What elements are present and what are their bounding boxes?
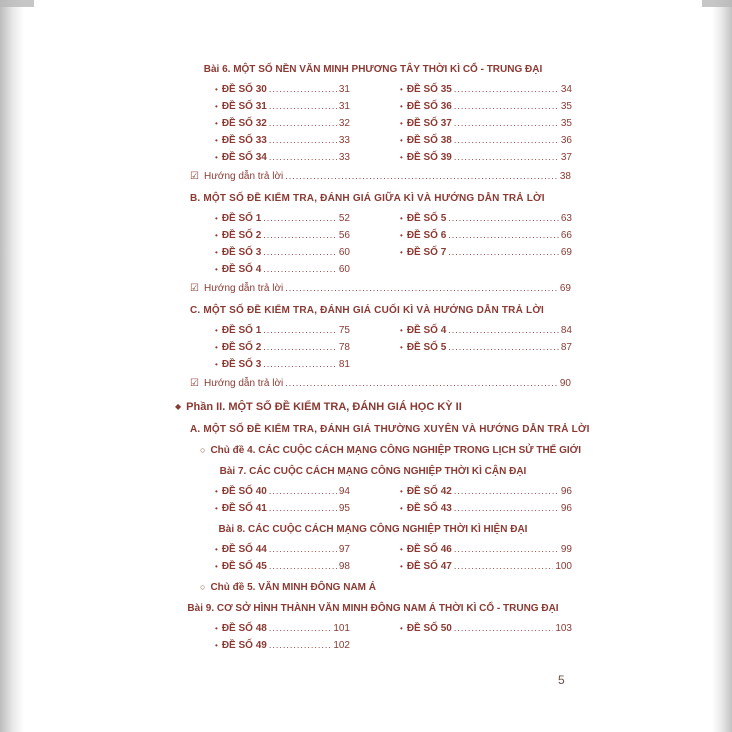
dot-leader: [269, 558, 337, 575]
toc-entry: [400, 115, 572, 132]
toc-entry: [400, 620, 572, 637]
entry-label: ĐỀ SỐ 33: [221, 135, 267, 146]
lesson-heading: Bài 6. MỘT SỐ NỀN VĂN MINH PHƯƠNG TÂY THỜI KÌ CỔ - TRUNG ĐẠI: [203, 64, 543, 75]
toc-entry: [215, 261, 350, 278]
answer-guide-icon: ☑: [190, 378, 199, 389]
bullet-icon: •: [215, 231, 218, 240]
entry-page: 98: [338, 561, 350, 572]
entry-page: 35: [560, 118, 572, 129]
entry-page: 33: [338, 135, 350, 146]
toc-entry: [400, 339, 572, 356]
dot-leader: [454, 620, 553, 637]
toc-entry: [215, 483, 350, 500]
entry-page: 75: [338, 325, 350, 336]
topic-heading: [200, 579, 571, 596]
entry-label: ĐỀ SỐ 48: [221, 623, 267, 634]
entry-label: ĐỀ SỐ 5: [406, 342, 447, 353]
bullet-icon: •: [400, 85, 403, 94]
entry-label: ĐỀ SỐ 38: [406, 135, 452, 146]
toc-entry: [215, 244, 350, 261]
entry-page: 60: [338, 247, 350, 258]
entry-columns: [215, 483, 571, 517]
entry-page: 103: [555, 623, 572, 634]
answer-guide-icon: ☑: [190, 171, 199, 182]
scan-corner-top-right: [702, 0, 732, 7]
entry-label: ĐỀ SỐ 7: [406, 247, 447, 258]
entry-column-right: [400, 620, 572, 654]
entry-page: 33: [338, 152, 350, 163]
entry-label: ĐỀ SỐ 43: [406, 503, 452, 514]
answer-guide-page: 90: [559, 378, 571, 389]
toc-entry: [215, 81, 350, 98]
entry-label: ĐỀ SỐ 49: [221, 640, 267, 651]
entry-column-left: [215, 541, 350, 575]
entry-page: 94: [338, 486, 350, 497]
dot-leader: [454, 115, 559, 132]
dot-leader: [263, 227, 337, 244]
answer-guide-page: 69: [559, 283, 571, 294]
bullet-icon: •: [215, 248, 218, 257]
toc-entry: [215, 149, 350, 166]
entry-label: ĐỀ SỐ 31: [221, 101, 267, 112]
entry-column-right: [400, 81, 572, 166]
entry-column-left: [215, 620, 350, 654]
toc-entry: [400, 244, 572, 261]
answer-guide-label: Hướng dẫn trả lời: [203, 171, 284, 182]
toc-entry: [400, 210, 572, 227]
entry-label: ĐỀ SỐ 4: [406, 325, 447, 336]
bullet-icon: •: [215, 562, 218, 571]
bullet-icon: •: [400, 136, 403, 145]
bullet-icon: •: [215, 136, 218, 145]
entry-page: 66: [560, 230, 572, 241]
bullet-icon: •: [215, 343, 218, 352]
dot-leader: [448, 339, 559, 356]
entry-page: 60: [338, 264, 350, 275]
entry-label: ĐỀ SỐ 34: [221, 152, 267, 163]
entry-label: ĐỀ SỐ 3: [221, 247, 262, 258]
bullet-icon: •: [400, 119, 403, 128]
entry-label: ĐỀ SỐ 44: [221, 544, 267, 555]
entry-page: 96: [560, 503, 572, 514]
entry-page: 52: [338, 213, 350, 224]
entry-label: ĐỀ SỐ 35: [406, 84, 452, 95]
entry-label: ĐỀ SỐ 46: [406, 544, 452, 555]
entry-page: 34: [560, 84, 572, 95]
toc-entry: [215, 500, 350, 517]
entry-page: 81: [338, 359, 350, 370]
entry-label: ĐỀ SỐ 3: [221, 359, 262, 370]
entry-label: ĐỀ SỐ 1: [221, 325, 262, 336]
entry-label: ĐỀ SỐ 30: [221, 84, 267, 95]
dot-leader: [269, 115, 337, 132]
entry-page: 100: [555, 561, 572, 572]
dot-leader: [263, 244, 337, 261]
toc-entry: [400, 149, 572, 166]
entry-column-right: [400, 483, 572, 517]
dot-leader: [454, 132, 559, 149]
toc-entry: [400, 322, 572, 339]
dot-leader: [263, 339, 337, 356]
toc-entry: [215, 98, 350, 115]
entry-column-right: [400, 541, 572, 575]
entry-columns: [215, 541, 571, 575]
bullet-icon: •: [400, 504, 403, 513]
dot-leader: [263, 261, 337, 278]
bullet-icon: •: [400, 326, 403, 335]
entry-label: ĐỀ SỐ 47: [406, 561, 452, 572]
entry-page: 96: [560, 486, 572, 497]
dot-leader: [269, 149, 337, 166]
entry-label: ĐỀ SỐ 45: [221, 561, 267, 572]
toc-entry: [215, 637, 350, 654]
bullet-icon: •: [400, 343, 403, 352]
entry-label: ĐỀ SỐ 2: [221, 230, 262, 241]
answer-guide-label: Hướng dẫn trả lời: [203, 283, 284, 294]
entry-page: 37: [560, 152, 572, 163]
diamond-bullet-icon: ◆: [175, 402, 182, 411]
bullet-icon: •: [215, 119, 218, 128]
dot-leader: [448, 322, 559, 339]
entry-label: ĐỀ SỐ 6: [406, 230, 447, 241]
dot-leader: [448, 227, 559, 244]
entry-column-left: [215, 210, 350, 278]
toc-entry: [400, 98, 572, 115]
topic-heading-label: Chủ đề 5. VĂN MINH ĐÔNG NAM Á: [210, 582, 376, 593]
dot-leader: [269, 500, 337, 517]
bullet-icon: •: [215, 641, 218, 650]
entry-label: ĐỀ SỐ 1: [221, 213, 262, 224]
part-heading-label: Phần II. MỘT SỐ ĐỀ KIỂM TRA, ĐÁNH GIÁ HỌC KỲ II: [186, 401, 462, 413]
toc-entry: [215, 132, 350, 149]
dot-leader: [269, 483, 337, 500]
entry-page: 99: [560, 544, 572, 555]
toc-entry: [400, 227, 572, 244]
bullet-icon: •: [215, 326, 218, 335]
entry-page: 97: [338, 544, 350, 555]
entry-page: 63: [560, 213, 572, 224]
bullet-icon: •: [215, 360, 218, 369]
entry-page: 69: [560, 247, 572, 258]
entry-page: 95: [338, 503, 350, 514]
toc-entry: [215, 558, 350, 575]
dot-leader: [454, 541, 559, 558]
dot-leader: [263, 210, 337, 227]
entry-page: 56: [338, 230, 350, 241]
dot-leader: [263, 356, 337, 373]
entry-column-right: [400, 210, 572, 278]
bullet-icon: •: [215, 487, 218, 496]
entry-label: ĐỀ SỐ 36: [406, 101, 452, 112]
dot-leader: [269, 637, 331, 654]
section-heading: A. MỘT SỐ ĐỀ KIỂM TRA, ĐÁNH GIÁ THƯỜNG XUYÊN VÀ HƯỚNG DẪN TRẢ LỜI: [190, 424, 590, 435]
answer-guide-page: 38: [559, 171, 571, 182]
toc-entry: [400, 558, 572, 575]
entry-label: ĐỀ SỐ 41: [221, 503, 267, 514]
dot-leader: [263, 322, 337, 339]
answer-guide-icon: ☑: [190, 283, 199, 294]
scan-edge-right: [712, 0, 732, 732]
entry-page: 84: [560, 325, 572, 336]
toc-entry: [400, 483, 572, 500]
bullet-icon: •: [400, 562, 403, 571]
entry-label: ĐỀ SỐ 40: [221, 486, 267, 497]
bullet-icon: •: [215, 214, 218, 223]
entry-page: 102: [333, 640, 350, 651]
entry-column-left: [215, 483, 350, 517]
bullet-icon: •: [400, 248, 403, 257]
section-heading: C. MỘT SỐ ĐỀ KIỂM TRA, ĐÁNH GIÁ CUỐI KÌ VÀ HƯỚNG DẪN TRẢ LỜI: [190, 305, 545, 316]
dot-leader: [448, 244, 559, 261]
toc-entry: [215, 541, 350, 558]
bullet-icon: •: [400, 153, 403, 162]
bullet-icon: •: [400, 487, 403, 496]
entry-column-right: [400, 322, 572, 373]
entry-page: 31: [338, 84, 350, 95]
entry-columns: [215, 322, 571, 373]
entry-page: 101: [333, 623, 350, 634]
entry-label: ĐỀ SỐ 32: [221, 118, 267, 129]
entry-label: ĐỀ SỐ 5: [406, 213, 447, 224]
entry-columns: [215, 81, 571, 166]
topic-heading-label: Chủ đề 4. CÁC CUỘC CÁCH MẠNG CÔNG NGHIỆP TRONG LỊCH SỬ THẾ GIỚI: [210, 445, 581, 456]
topic-heading: [200, 442, 581, 459]
toc-entry: [215, 322, 350, 339]
bullet-icon: •: [400, 624, 403, 633]
entry-label: ĐỀ SỐ 50: [406, 623, 452, 634]
bullet-icon: •: [400, 102, 403, 111]
bullet-icon: •: [215, 153, 218, 162]
dot-leader: [454, 81, 559, 98]
entry-label: ĐỀ SỐ 42: [406, 486, 452, 497]
toc-entry: [215, 356, 350, 373]
dot-leader: [269, 98, 337, 115]
entry-page: 31: [338, 101, 350, 112]
bullet-icon: •: [215, 545, 218, 554]
toc-entry: [400, 500, 572, 517]
entry-label: ĐỀ SỐ 4: [221, 264, 262, 275]
dot-leader: [285, 168, 558, 185]
scan-edge-left: [0, 0, 24, 732]
dot-leader: [269, 81, 337, 98]
toc-entry: [215, 620, 350, 637]
dot-leader: [285, 375, 558, 392]
dot-leader: [454, 558, 553, 575]
dot-leader: [269, 541, 337, 558]
dot-leader: [454, 149, 559, 166]
bullet-icon: •: [215, 624, 218, 633]
section-heading: B. MỘT SỐ ĐỀ KIỂM TRA, ĐÁNH GIÁ GIỮA KÌ VÀ HƯỚNG DẪN TRẢ LỜI: [190, 193, 545, 204]
entry-columns: [215, 210, 571, 278]
circle-bullet-icon: ○: [200, 445, 206, 455]
circle-bullet-icon: ○: [200, 582, 206, 592]
bullet-icon: •: [215, 102, 218, 111]
lesson-heading: Bài 8. CÁC CUỘC CÁCH MẠNG CÔNG NGHIỆP THỜI KÌ HIỆN ĐẠI: [218, 524, 528, 535]
bullet-icon: •: [400, 231, 403, 240]
dot-leader: [454, 98, 559, 115]
bullet-icon: •: [400, 214, 403, 223]
dot-leader: [448, 210, 559, 227]
lesson-heading: Bài 9. CƠ SỞ HÌNH THÀNH VĂN MINH ĐÔNG NAM Á THỜI KÌ CỔ - TRUNG ĐẠI: [187, 603, 559, 614]
lesson-heading: Bài 7. CÁC CUỘC CÁCH MẠNG CÔNG NGHIỆP THỜI KÌ CẬN ĐẠI: [219, 466, 527, 477]
bullet-icon: •: [400, 545, 403, 554]
toc-content: [175, 57, 590, 654]
scan-corner-top-left: [0, 0, 34, 7]
entry-label: ĐỀ SỐ 39: [406, 152, 452, 163]
entry-page: 78: [338, 342, 350, 353]
toc-entry: [400, 81, 572, 98]
bullet-icon: •: [215, 85, 218, 94]
answer-guide-row: [190, 375, 571, 392]
dot-leader: [285, 280, 558, 297]
entry-columns: [215, 620, 571, 654]
toc-entry: [400, 541, 572, 558]
entry-page: 36: [560, 135, 572, 146]
dot-leader: [269, 620, 331, 637]
dot-leader: [454, 483, 559, 500]
toc-entry: [215, 227, 350, 244]
bullet-icon: •: [215, 265, 218, 274]
toc-entry: [215, 115, 350, 132]
page-number: 5: [558, 673, 565, 687]
dot-leader: [454, 500, 559, 517]
answer-guide-label: Hướng dẫn trả lời: [203, 378, 284, 389]
bullet-icon: •: [215, 504, 218, 513]
toc-entry: [215, 210, 350, 227]
toc-entry: [215, 339, 350, 356]
entry-column-left: [215, 322, 350, 373]
toc-entry: [400, 132, 572, 149]
entry-label: ĐỀ SỐ 37: [406, 118, 452, 129]
entry-label: ĐỀ SỐ 2: [221, 342, 262, 353]
answer-guide-row: [190, 168, 571, 185]
entry-column-left: [215, 81, 350, 166]
entry-page: 32: [338, 118, 350, 129]
dot-leader: [269, 132, 337, 149]
entry-page: 35: [560, 101, 572, 112]
entry-page: 87: [560, 342, 572, 353]
answer-guide-row: [190, 280, 571, 297]
part-heading: [175, 398, 571, 416]
